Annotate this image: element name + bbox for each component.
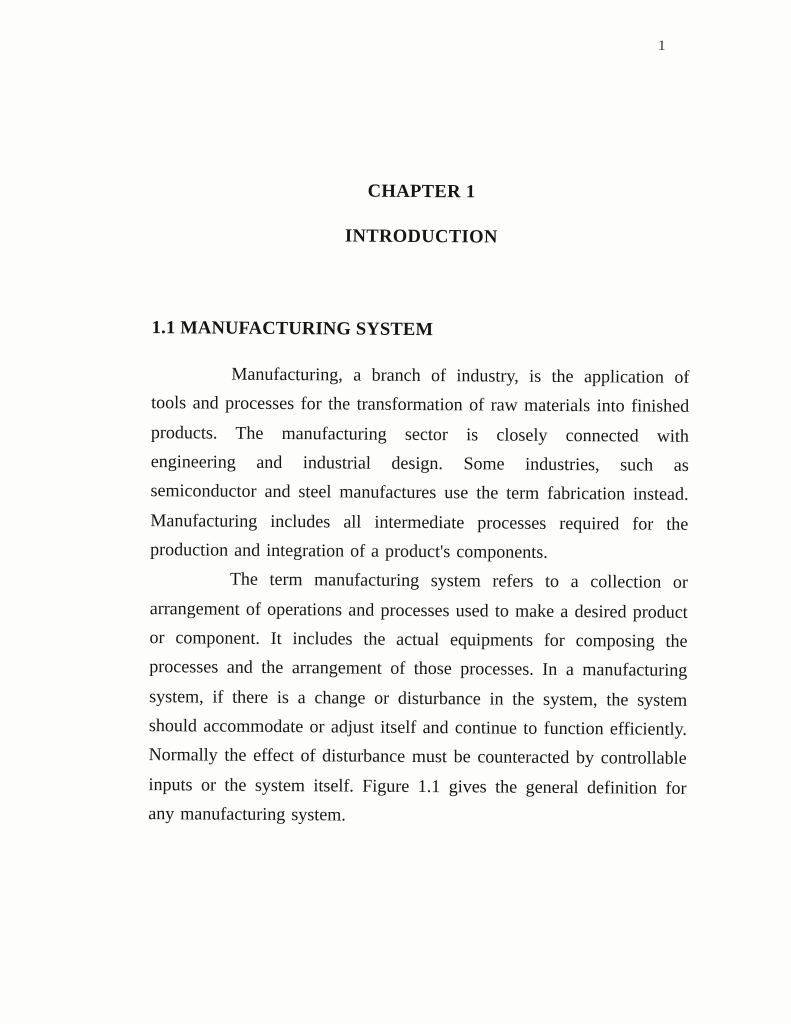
section-heading: 1.1 MANUFACTURING SYSTEM xyxy=(151,318,434,341)
page-number: 1 xyxy=(658,38,666,54)
paragraph-1: Manufacturing, a branch of industry, is the application of tools and processes for the transformation of raw materials into finished products. The manufacturing sector is closely connected with engineering and industrial design. Some industries, such as semiconductor and steel manufactures use the term fabrication instead. Manufacturing includes all intermediate processes required for the production and integration of a product's components. xyxy=(150,363,690,562)
document-title: INTRODUCTION xyxy=(344,226,498,248)
chapter-heading: CHAPTER 1 xyxy=(367,181,476,203)
page-content xyxy=(148,0,692,832)
body-text xyxy=(148,359,689,832)
paragraph-2: The term manufacturing system refers to a collection or arrangement of operations and processes used to make a desired product or component. It includes the actual equipments for composing the processes and the arrangement of those processes. In a manufacturing system, if there is a change or disturbance in the system, the system should accommodate or adjust itself and continue to function efficiently. Normally the effect of disturbance must be counteracted by controllable inputs or the system itself. Figure 1.1 gives the general definition for any manufacturing system. xyxy=(148,569,689,825)
